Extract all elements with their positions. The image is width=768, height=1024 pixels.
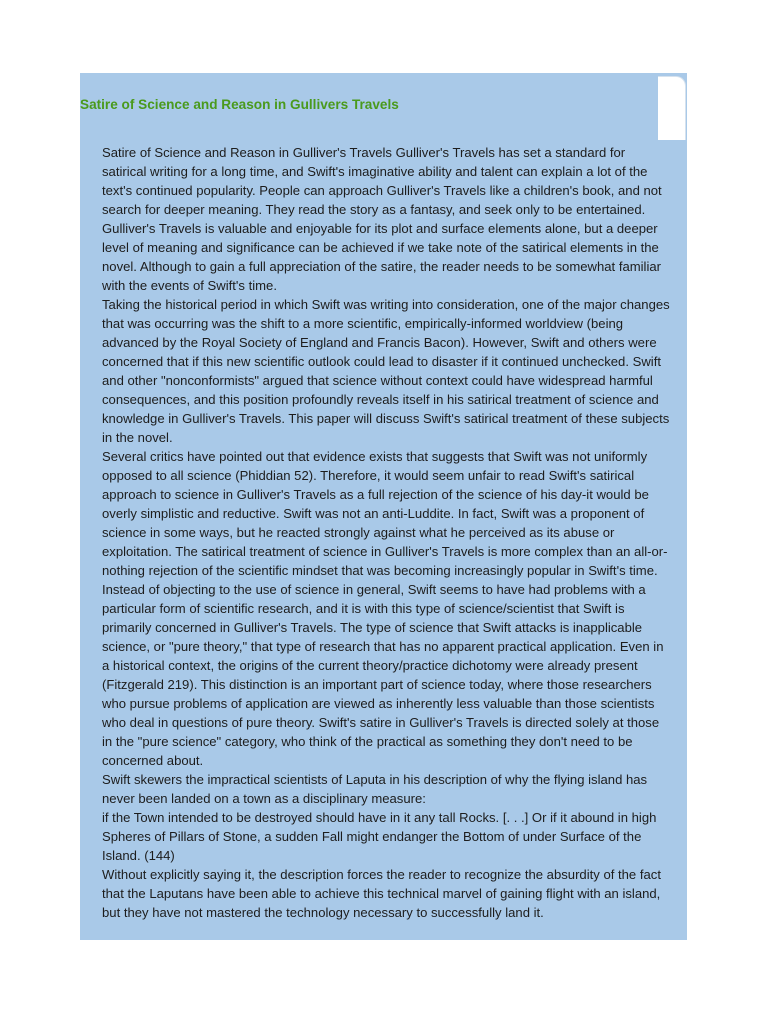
paragraph-1: Satire of Science and Reason in Gulliver's Travels Gulliver's Travels has set a standard for satirical writing for a long time, and Swift's imaginative ability and talent can explain a lot of the text's continued popularity. People can approach Gulliver's Travels like a children's book, and not search for deeper meaning. They read the story as a fantasy, and seek only to be entertained. Gulliver's Travels is valuable and enjoyable for its plot and surface elements alone, but a deeper level of meaning and significance can be achieved if we take note of the satirical elements in the novel. Although to gain a full appreciation of the satire, the reader needs to be somewhat familiar with the events of Swift's time. [102,145,662,293]
paragraph-6: Without explicitly saying it, the description forces the reader to recognize the absurdity of the fact that the Laputans have been able to achieve this technical marvel of gaining flight with an island, but they have not mastered the technology necessary to successfully land it. [102,867,661,920]
paragraph-4: Instead of objecting to the use of science in general, Swift seems to have had problems with a particular form of scientific research, and it is with this type of science/scientist that Swift is primarily concerned in Gulliver's Travels. The type of science that Swift attacks is inapplicable science, or "pure theory," that type of research that has no apparent practical application. Even in a historical context, the origins of the current theory/practice dichotomy were already present (Fitzgerald 219). This distinction is an important part of science today, where those researchers who pursue problems of application are viewed as inherently less valuable than those scientists who deal in questions of pure theory. Swift's satire in Gulliver's Travels is directed solely at those in the "pure science" category, who think of the practical as something they don't need to be concerned about. [102,582,664,768]
paragraph-2: Taking the historical period in which Swift was writing into consideration, one of the major changes that was occurring was the shift to a more scientific, empirically-informed worldview (being advanced by the Royal Society of England and Francis Bacon). However, Swift and others were concerned that if this new scientific outlook could lead to disaster if it continued unchecked. Swift and other "nonconformists" argued that science without context could have widespread harmful consequences, and this position profoundly reveals itself in his satirical treatment of science and knowledge in Gulliver's Travels. This paper will discuss Swift's satirical treatment of these subjects in the novel. [102,297,670,445]
document-body [102,143,670,922]
paragraph-5: Swift skewers the impractical scientists of Laputa in his description of why the flying island has never been landed on a town as a disciplinary measure: [102,772,648,806]
paragraph-3: Several critics have pointed out that evidence exists that suggests that Swift was not uniformly opposed to all science (Phiddian 52). Therefore, it would seem unfair to read Swift's satirical approach to science in Gulliver's Travels as a full rejection of the science of his day-it would be overly simplistic and reductive. Swift was not an anti-Luddite. In fact, Swift was a proponent of science in some ways, but he reacted strongly against what he perceived as its abuse or exploitation. The satirical treatment of science in Gulliver's Travels is more complex than an all-or-nothing rejection of the scientific mindset that was becoming increasingly popular in Swift's time. [102,449,668,578]
page-corner-fold [658,76,686,140]
block-quote: if the Town intended to be destroyed should have in it any tall Rocks. [. . .] Or if it abound in high Spheres of Pillars of Stone, a sudden Fall might endanger the Bottom of under Surface of the Island. (144) [102,810,657,863]
document-title: Satire of Science and Reason in Gullivers Travels [80,97,399,112]
